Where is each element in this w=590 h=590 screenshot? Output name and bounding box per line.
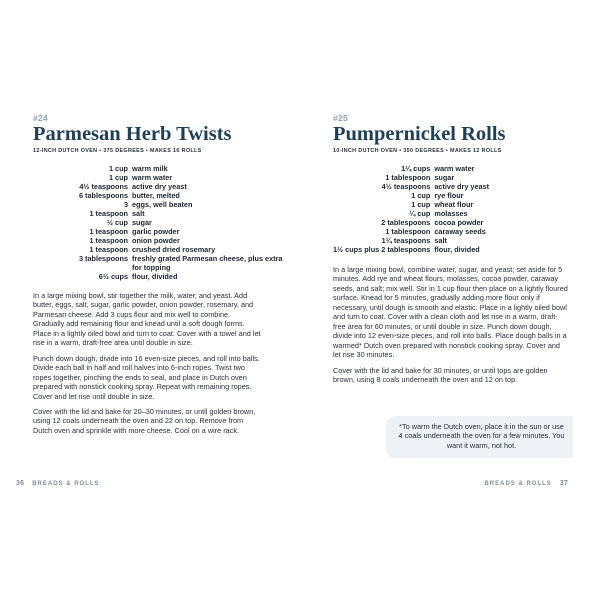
ingredient-quantity: 6 tablespoons: [78, 191, 128, 200]
ingredient-row: [33, 209, 285, 218]
ingredient-quantity: 1 tablespoon: [385, 173, 431, 182]
section-label: BREADS & ROLLS: [484, 481, 552, 487]
ingredient-quantity: 1 teaspoon: [89, 236, 128, 245]
ingredient-name: molasses: [434, 209, 468, 218]
tip-callout: *To warm the Dutch oven, place it in the sun or use 4 coals underneath the oven for a few minutes. You want it warm, not hot.: [386, 416, 573, 458]
ingredient-row: [33, 272, 285, 281]
ingredient-quantity: 1¼ cups: [401, 164, 431, 173]
ingredient-name: active dry yeast: [132, 182, 187, 191]
ingredient-row: [333, 164, 489, 173]
ingredient-quantity: ¼ cup: [409, 209, 431, 218]
ingredient-row: [33, 218, 285, 227]
ingredient-quantity: 1 cup: [411, 191, 431, 200]
ingredient-name: sugar: [132, 218, 152, 227]
method-paragraph: In a large mixing bowl, stir together the milk, water, and yeast. Add butter, eggs, salt, sugar, garlic powder, onion powder, rosemary, and Parmesan cheese. Add 3 cups flour and mix well to combine. Gradually add remaining flour and knead until a soft dough forms. Place in a lightly oiled bowl and turn to coat. Cover with a towel and let rise in a warm, draft-free area until double in size.: [33, 291, 261, 348]
ingredient-name: freshly grated Parmesan cheese, plus extra for topping: [132, 254, 283, 272]
ingredient-list: [333, 164, 489, 254]
ingredient-quantity: 2 tablespoons: [381, 218, 431, 227]
section-label: BREADS & ROLLS: [32, 481, 100, 487]
ingredient-quantity: 1 teaspoon: [89, 209, 128, 218]
recipe-number: #24: [33, 113, 49, 123]
recipe-number: #25: [333, 113, 349, 123]
ingredient-quantity: 1 cup: [411, 200, 431, 209]
ingredient-quantity: 1 tablespoon: [385, 227, 431, 236]
ingredient-row: [33, 164, 285, 173]
recipe-meta: 10-INCH DUTCH OVEN • 350 DEGREES • MAKES 12 ROLLS: [333, 148, 502, 154]
method-text: [33, 291, 263, 435]
ingredient-row: [33, 245, 285, 254]
ingredient-row: [333, 173, 489, 182]
recipe-meta: 12-INCH DUTCH OVEN • 375 DEGREES • MAKES 16 ROLLS: [33, 148, 202, 154]
ingredient-name: salt: [132, 209, 145, 218]
ingredient-quantity: 4½ teaspoons: [79, 182, 128, 191]
ingredient-name: eggs, well beaten: [132, 200, 193, 209]
ingredient-quantity: 1½ cups plus 2 tablespoons: [333, 245, 431, 254]
ingredient-row: [33, 227, 285, 236]
left-footer: [16, 480, 100, 487]
ingredient-name: butter, melted: [132, 191, 180, 200]
ingredient-row: [33, 236, 285, 245]
ingredient-quantity: 3: [123, 200, 128, 209]
ingredient-row: [333, 191, 489, 200]
ingredient-quantity: 1 teaspoon: [89, 245, 128, 254]
right-page: [295, 0, 590, 590]
ingredient-name: sugar: [434, 173, 455, 182]
ingredient-quantity: 4½ teaspoons: [381, 182, 431, 191]
ingredient-name: warm water: [132, 173, 173, 182]
ingredient-quantity: 1¼ teaspoons: [381, 236, 431, 245]
ingredient-row: [33, 173, 285, 182]
ingredient-quantity: 6½ cups: [98, 272, 128, 281]
ingredient-name: onion powder: [132, 236, 180, 245]
ingredient-quantity: 1 teaspoon: [89, 227, 128, 236]
method-paragraph: Cover with the lid and bake for 30 minutes, or until tops are golden brown, using 8 coals underneath the oven and 12 on top.: [333, 365, 548, 384]
ingredient-row: [333, 182, 489, 191]
ingredient-name: cocoa powder: [434, 218, 484, 227]
ingredient-row: [333, 209, 489, 218]
ingredient-list: [33, 164, 285, 281]
ingredient-name: salt: [434, 236, 447, 245]
ingredient-row: [333, 236, 489, 245]
ingredient-row: [33, 200, 285, 209]
ingredient-quantity: 3 tablespoons: [78, 254, 128, 263]
method-paragraph: Punch down dough, divide into 16 even-size pieces, and roll into balls. Divide each ball in half and roll halves into 6-inch ropes. Twist two ropes together, pinching the ends to seal, and place in Dutch oven prepared with nonstick cooking spray. Repeat with remaining ropes. Cover and let rise until double in size.: [33, 353, 260, 401]
ingredient-row: [333, 218, 489, 227]
recipe-title: Pumpernickel Rolls: [333, 123, 506, 145]
ingredient-name: warm milk: [132, 164, 168, 173]
ingredient-name: wheat flour: [434, 200, 474, 209]
ingredient-name: warm water: [434, 164, 475, 173]
ingredient-row: [333, 227, 489, 236]
recipe-title: Parmesan Herb Twists: [33, 123, 232, 145]
ingredient-name: flour, divided: [132, 272, 178, 281]
page-number: 37: [559, 480, 568, 487]
method-paragraph: Cover with the lid and bake for 20–30 minutes, or until golden brown, using 12 coals underneath the oven and 22 on top. Remove from Dutch oven and sprinkle with more cheese. Cool on a wire rack.: [33, 406, 256, 435]
method-text: [333, 265, 568, 384]
page-number: 36: [16, 480, 25, 487]
ingredient-row: [333, 200, 489, 209]
ingredient-quantity: 1 cup: [108, 164, 128, 173]
ingredient-name: flour, divided: [434, 245, 480, 254]
ingredient-name: rye flour: [434, 191, 464, 200]
ingredient-name: crushed dried rosemary: [132, 245, 216, 254]
ingredient-quantity: 1 cup: [108, 173, 128, 182]
ingredient-name: active dry yeast: [434, 182, 490, 191]
ingredient-row: [33, 254, 285, 272]
right-footer: [484, 480, 568, 487]
ingredient-name: garlic powder: [132, 227, 180, 236]
method-paragraph: In a large mixing bowl, combine water, sugar, and yeast; set aside for 5 minutes. Add rye and wheat flours, molasses, cocoa powder, caraway seeds, and salt; mix well. Stir in 1 cup flour then place on a lightly floured surface. Knead for 5 minutes, gradually adding more flour only if necessary, until dough is smooth and elastic. Place in a lightly oiled bowl and turn to coat. Cover with a clean cloth and let rise in a warm, draft-free area for 60 minutes, or until double in size. Punch down dough, divide into 12 even-size pieces, and roll into balls. Place dough balls in a warmed* Dutch oven prepared with nonstick cooking spray. Cover and let rise 30 minutes.: [333, 265, 568, 360]
ingredient-row: [333, 245, 489, 254]
ingredient-name: caraway seeds: [434, 227, 486, 236]
ingredient-row: [33, 191, 285, 200]
ingredient-row: [33, 182, 285, 191]
ingredient-quantity: ½ cup: [106, 218, 128, 227]
